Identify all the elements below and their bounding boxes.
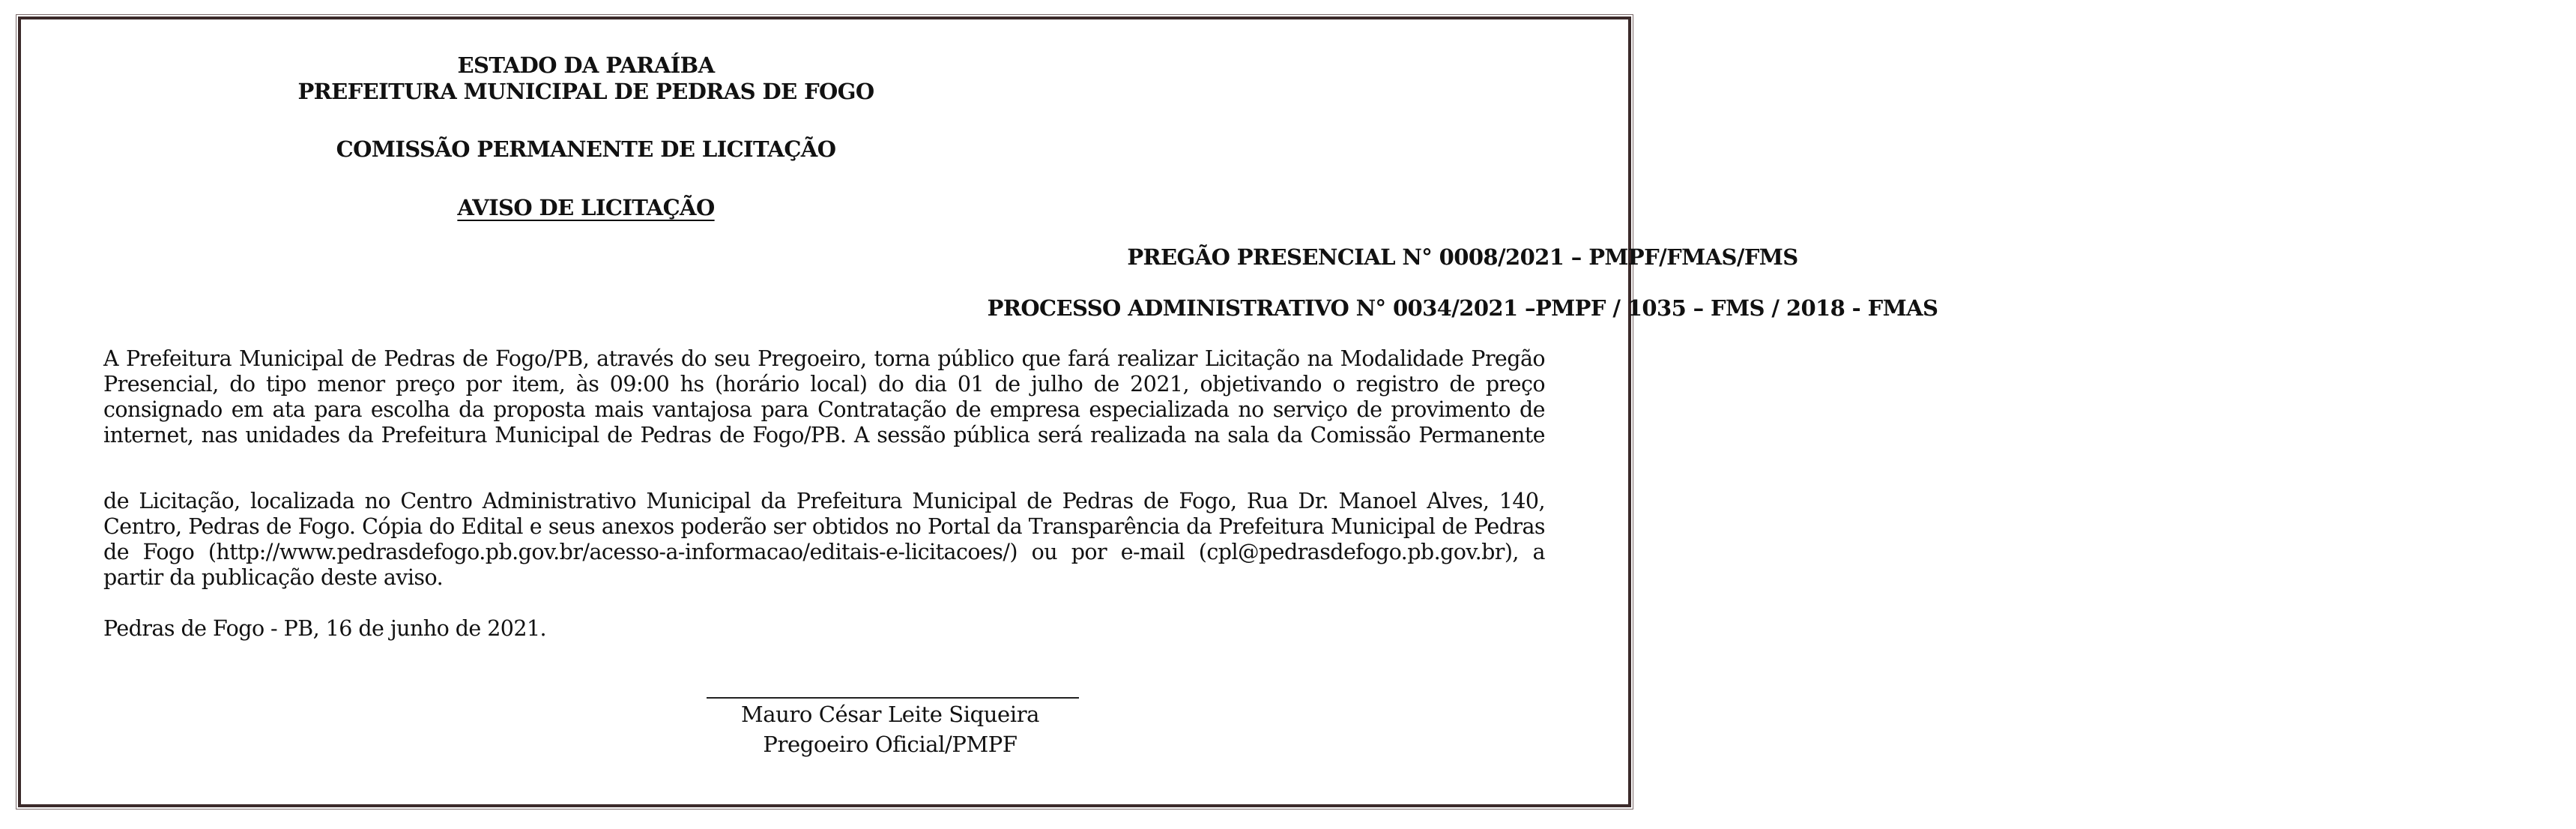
state-heading: ESTADO DA PARAÍBA bbox=[457, 52, 715, 78]
notice-title bbox=[0, 193, 1307, 222]
body-paragraph-1: A Prefeitura Municipal de Pedras de Fogo/PB, através do seu Pregoeiro, torna público que fará realizar Licitação na Modalidade Pregão Presencial, do tipo menor preço por item, às 09:00 hs (horário local) do dia 01 de julho de 2021, objetivando o registro de preço consignado em ata para escolha da proposta mais vantajosa para Contratação de empresa especializada no serviço de provimento de internet, nas unidades da Prefeitura Municipal de Pedras de Fogo/PB. A sessão pública será realizada na sala da Comissão Permanente bbox=[103, 346, 1545, 447]
municipality-heading: PREFEITURA MUNICIPAL DE PEDRAS DE FOGO bbox=[297, 79, 874, 104]
signatory-name: Mauro César Leite Siqueira bbox=[740, 702, 1040, 727]
pregao-heading bbox=[0, 243, 2576, 271]
processo-heading-text: PROCESSO ADMINISTRATIVO N° 0034/2021 –PMPF / 1035 – FMS / 2018 - FMAS bbox=[987, 295, 1938, 321]
commission-heading: COMISSÃO PERMANENTE DE LICITAÇÃO bbox=[336, 136, 836, 162]
signatory-role: Pregoeiro Oficial/PMPF bbox=[763, 732, 1018, 757]
signature-line bbox=[707, 697, 1079, 699]
processo-heading bbox=[0, 294, 2576, 322]
pregao-heading-text: PREGÃO PRESENCIAL N° 0008/2021 – PMPF/FMAS/FMS bbox=[1127, 244, 1798, 270]
body-paragraph-2: de Licitação, localizada no Centro Administrativo Municipal da Prefeitura Municipal de Pedras de Fogo, Rua Dr. Manoel Alves, 140, Centro, Pedras de Fogo. Cópia do Edital e seus anexos poderão ser obtidos no Portal da Transparência da Prefeitura Municipal de Pedras de Fogo (http://www.pedrasdefogo.pb.gov.br/acesso-a-informacao/editais-e-licitacoes/) ou por e-mail (cpl@pedrasdefogo.pb.gov.br), a partir da publicação deste aviso. bbox=[103, 489, 1545, 590]
date-line: Pedras de Fogo - PB, 16 de junho de 2021. bbox=[103, 616, 547, 641]
notice-title-text: AVISO DE LICITAÇÃO bbox=[457, 195, 715, 220]
